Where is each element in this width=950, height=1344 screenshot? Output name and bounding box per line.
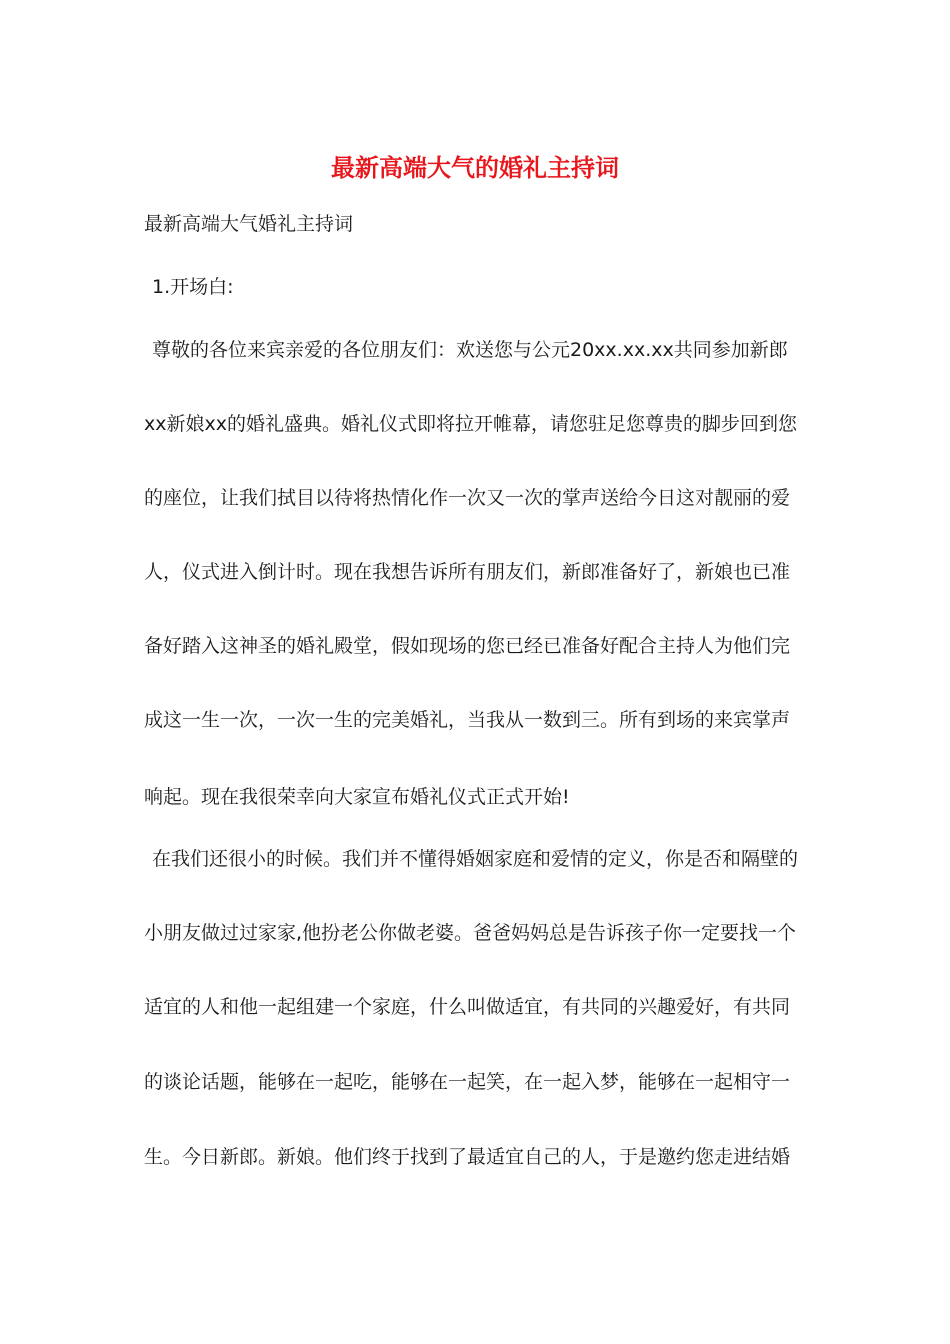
paragraph-line: 适宜的人和他一起组建一个家庭，什么叫做适宜，有共同的兴趣爱好，有共同 [144,996,791,1018]
paragraph-line: 响起。现在我很荣幸向大家宣布婚礼仪式正式开始! [144,786,570,808]
paragraph-line: 人，仪式进入倒计时。现在我想告诉所有朋友们，新郎准备好了，新娘也已准 [144,561,791,583]
paragraph-line: 在我们还很小的时候。我们并不懂得婚姻家庭和爱情的定义，你是否和隔壁的 [152,848,799,870]
paragraph-line: 生。今日新郎。新娘。他们终于找到了最适宜自己的人，于是邀约您走进结婚 [144,1146,791,1168]
paragraph-line: xx新娘xx的婚礼盛典。婚礼仪式即将拉开帷幕，请您驻足您尊贵的脚步回到您 [144,413,797,435]
paragraph-line: 成这一生一次，一次一生的完美婚礼，当我从一数到三。所有到场的来宾掌声 [144,709,791,731]
section-heading: 1.开场白: [152,276,234,298]
paragraph-line: 尊敬的各位来宾亲爱的各位朋友们：欢送您与公元20xx.xx.xx共同参加新郎 [152,339,788,361]
paragraph-line: 备好踏入这神圣的婚礼殿堂，假如现场的您已经已准备好配合主持人为他们完 [144,635,791,657]
paragraph-line: 小朋友做过过家家,他扮老公你做老婆。爸爸妈妈总是告诉孩子你一定要找一个 [144,922,797,944]
document-subtitle: 最新高端大气婚礼主持词 [144,213,354,235]
paragraph-line: 的谈论话题，能够在一起吃，能够在一起笑，在一起入梦，能够在一起相守一 [144,1071,791,1093]
document-title: 最新高端大气的婚礼主持词 [331,153,619,182]
paragraph-line: 的座位，让我们拭目以待将热情化作一次又一次的掌声送给今日这对靓丽的爱 [144,487,791,509]
